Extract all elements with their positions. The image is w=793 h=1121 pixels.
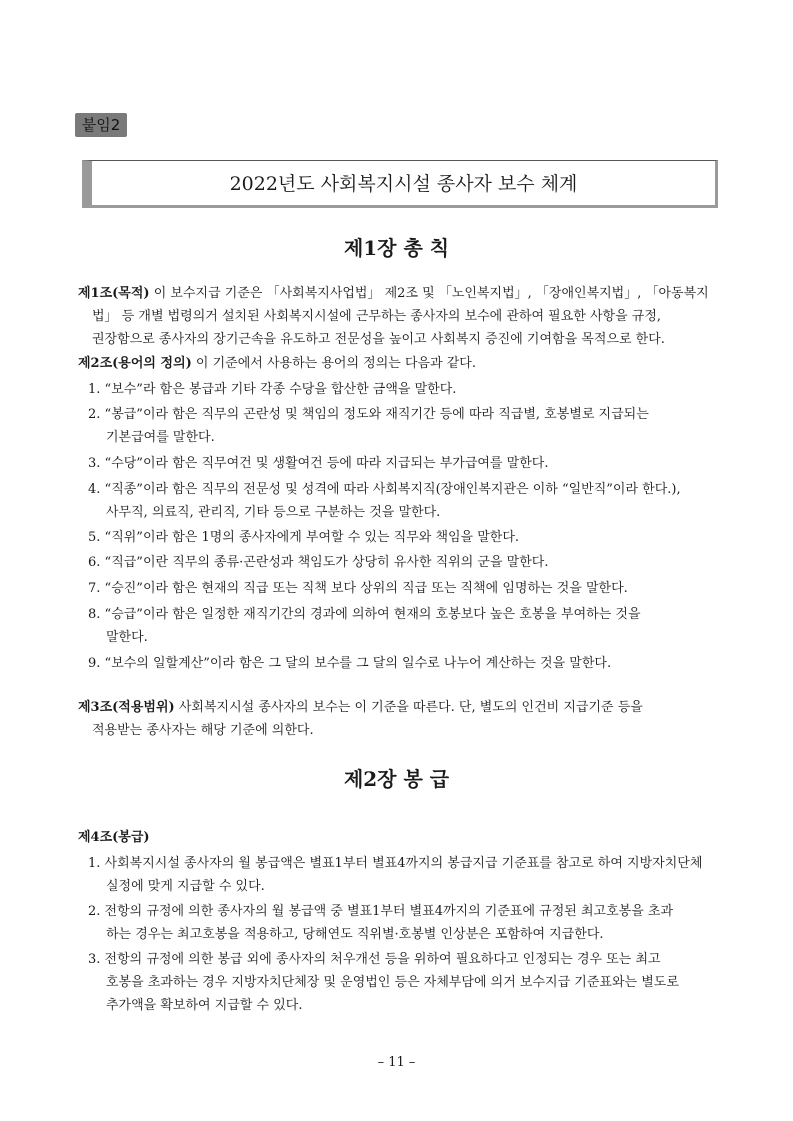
list-item: 2. 전항의 규정에 의한 종사자의 월 봉급액 중 별표1부터 별표4까지의 기준표에 규정된 최고호봉을 초과 xyxy=(88,904,673,919)
article-2-heading: 제2조(용어의 정의) xyxy=(78,356,192,371)
list-item: 6. “직급”이란 직무의 종류·곤란성과 책임도가 상당히 유사한 직위의 군을 말한다. xyxy=(88,555,549,570)
list-item: 3. 전항의 규정에 의한 봉급 외에 종사자의 처우개선 등을 위하여 필요하다고 인정되는 경우 또는 최고 xyxy=(88,952,661,967)
article-1-text: 이 보수지급 기준은 「사회복지사업법」 제2조 및 「노인복지법」, 「장애인복지법」, 「아동복지 xyxy=(149,286,709,301)
list-item: 4. “직종”이라 함은 직무의 전문성 및 성격에 따라 사회복지직(장애인복지관은 이하 “일반직”이라 한다.), xyxy=(88,482,681,497)
list-item-continuation: 기본급여를 말한다. xyxy=(106,430,215,445)
article-2-text: 이 기준에서 사용하는 용어의 정의는 다음과 같다. xyxy=(191,356,477,371)
article-1-line-3: 권장함으로 종사자의 장기근속을 유도하고 전문성을 높이고 사회복지 증진에 기여함을 목적으로 한다. xyxy=(92,332,665,347)
attachment-tag: 붙임2 xyxy=(75,113,127,137)
article-3-line-2: 적용받는 종사자는 해당 기준에 의한다. xyxy=(92,723,314,738)
article-4-heading: 제4조(봉급) xyxy=(78,830,150,845)
list-item: 2. “봉급”이라 함은 직무의 곤란성 및 책임의 정도와 재직기간 등에 따라 직급별, 호봉별로 지급되는 xyxy=(88,407,649,422)
list-item: 9. “보수의 일할계산”이라 함은 그 달의 보수를 그 달의 일수로 나누어 계산하는 것을 말한다. xyxy=(88,656,612,671)
document-title: 2022년도 사회복지시설 종사자 보수 체계 xyxy=(82,160,718,208)
chapter-2-heading: 제2장 봉 급 xyxy=(343,767,450,791)
list-item: 1. 사회복지시설 종사자의 월 봉급액은 별표1부터 별표4까지의 봉급지급 기준표를 참고로 하여 지방자치단체 xyxy=(88,856,703,871)
article-1-heading: 제1조(목적) xyxy=(78,286,150,301)
list-item-continuation: 말한다. xyxy=(106,630,148,645)
list-item-continuation: 사무직, 의료직, 관리직, 기타 등으로 구분하는 것을 말한다. xyxy=(106,505,441,520)
list-item: 3. “수당”이라 함은 직무여건 및 생활여건 등에 따라 지급되는 부가급여를 말한다. xyxy=(88,456,549,471)
article-1-line-1 xyxy=(78,282,709,301)
article-1-line-2: 법」 등 개별 법령의거 설치된 사회복지시설에 근무하는 종사자의 보수에 관하여 필요한 사항을 규정, xyxy=(92,309,662,324)
article-2-line-1 xyxy=(78,352,476,371)
list-item-continuation: 추가액을 확보하여 지급할 수 있다. xyxy=(106,998,303,1013)
list-item: 1. “보수”라 함은 봉급과 기타 각종 수당을 합산한 금액을 말한다. xyxy=(88,382,457,397)
list-item-continuation: 실정에 맞게 지급할 수 있다. xyxy=(106,879,265,894)
page-number: – 11 – xyxy=(377,1055,416,1070)
article-3-text: 사회복지시설 종사자의 보수는 이 기준을 따른다. 단, 별도의 인건비 지급기준 등을 xyxy=(174,700,643,715)
list-item: 8. “승급”이라 함은 일정한 재직기간의 경과에 의하여 현재의 호봉보다 높은 호봉을 부여하는 것을 xyxy=(88,607,641,622)
list-item: 7. “승진”이라 함은 현재의 직급 또는 직책 보다 상위의 직급 또는 직책에 임명하는 것을 말한다. xyxy=(88,581,628,596)
chapter-1-heading: 제1장 총 칙 xyxy=(343,236,450,260)
article-3-heading: 제3조(적용범위) xyxy=(78,700,175,715)
list-item-continuation: 하는 경우는 최고호봉을 적용하고, 당해연도 직위별·호봉별 인상분은 포함하여 지급한다. xyxy=(106,927,604,942)
article-3-line-1 xyxy=(78,696,643,715)
list-item-continuation: 호봉을 초과하는 경우 지방자치단체장 및 운영법인 등은 자체부담에 의거 보수지급 기준표와는 별도로 xyxy=(106,975,679,990)
list-item: 5. “직위”이라 함은 1명의 종사자에게 부여할 수 있는 직무와 책임을 말한다. xyxy=(88,530,520,545)
